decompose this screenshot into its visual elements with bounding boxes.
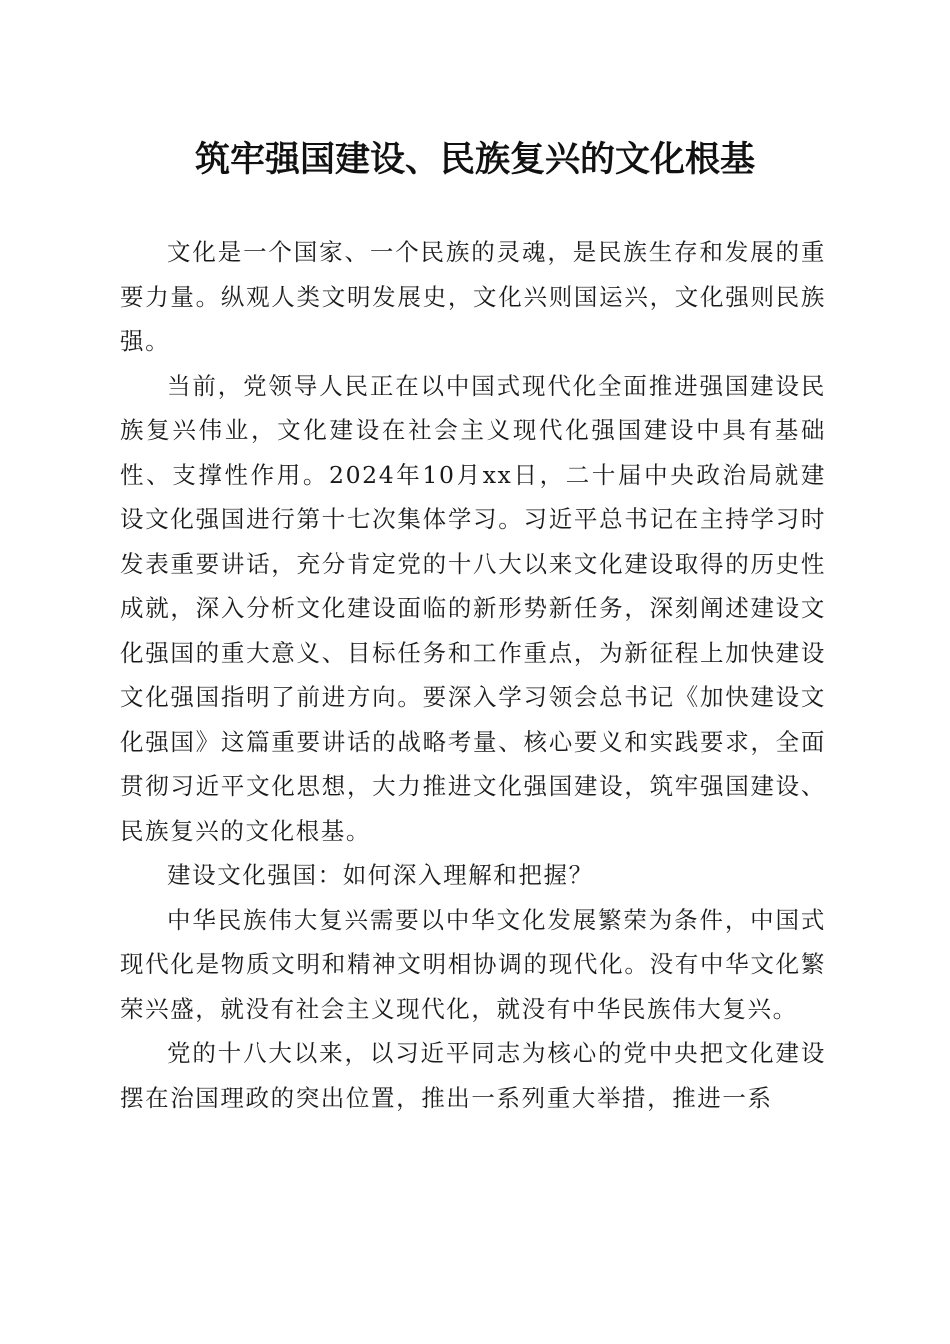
paragraph-since-18th-congress: 党的十八大以来，以习近平同志为核心的党中央把文化建设摆在治国理政的突出位置，推出一系列重大举措，推进一系 [120,1039,826,1112]
paragraph-rejuvenation: 中华民族伟大复兴需要以中华文化发展繁荣为条件，中国式现代化是物质文明和精神文明相协调的现代化。没有中华文化繁荣兴盛，就没有社会主义现代化，就没有中华民族伟大复兴。 [120,905,826,1023]
paragraph-intro: 文化是一个国家、一个民族的灵魂，是民族生存和发展的重要力量。纵观人类文明发展史，文化兴则国运兴，文化强则民族强。 [120,238,826,355]
document-title: 筑牢强国建设、民族复兴的文化根基 [194,139,755,180]
section-heading: 建设文化强国：如何深入理解和把握？ [167,861,594,889]
document-body [120,230,826,1120]
paragraph-context: 当前，党领导人民正在以中国式现代化全面推进强国建设民族复兴伟业，文化建设在社会主义现代化强国建设中具有基础性、支撑性作用。2024年10月xx日，二十届中央政治局就建设文化强国进行第十七次集体学习。习近平总书记在主持学习时发表重要讲话，充分肯定党的十八大以来文化建设取得的历史性成就，深入分析文化建设面临的新形势新任务，深刻阐述建设文化强国的重大意义、目标任务和工作重点，为新征程上加快建设文化强国指明了前进方向。要深入学习领会总书记《加快建设文化强国》这篇重要讲话的战略考量、核心要义和实践要求，全面贯彻习近平文化思想，大力推进文化强国建设，筑牢强国建设、民族复兴的文化根基。 [120,371,826,845]
